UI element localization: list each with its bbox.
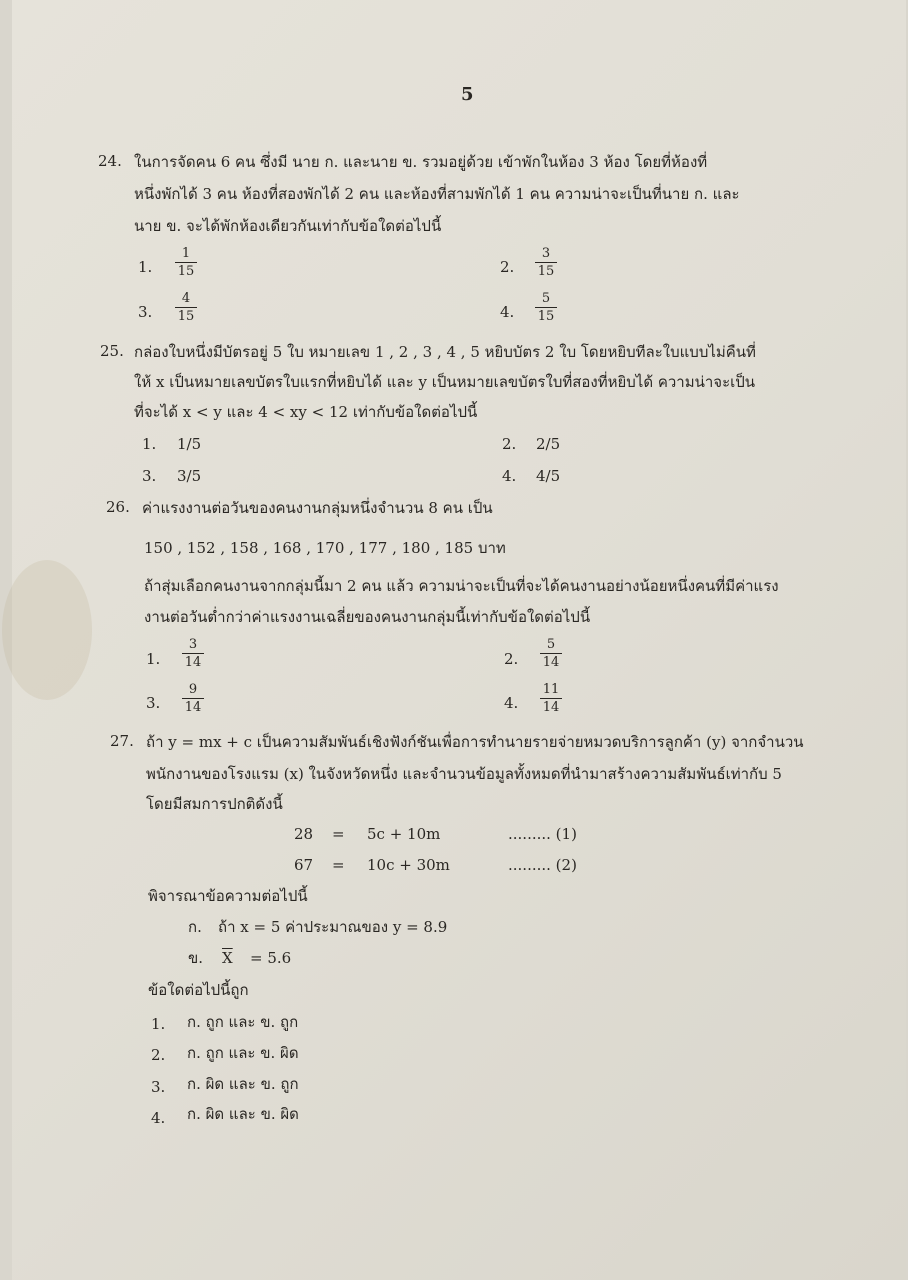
numerator: 3 — [541, 246, 551, 261]
q26-option-1-num: 1. — [146, 650, 161, 668]
numerator: 3 — [188, 637, 198, 652]
q25-option-2-num: 2. — [502, 435, 517, 453]
q24-option-1-num: 1. — [138, 258, 153, 276]
q27-statement-b-mean: $\overline{X}$ — [222, 949, 233, 967]
q24-option-3-num: 3. — [138, 303, 153, 321]
q26-number: 26. — [106, 498, 130, 516]
q27-number: 27. — [110, 732, 134, 750]
q25-line3: ที่จะได้ x < y และ 4 < xy < 12 เท่ากับข้อใดต่อไปนี้ — [134, 403, 478, 421]
page-number: 5 — [461, 84, 474, 105]
denominator: 14 — [184, 655, 202, 670]
q25-option-1-num: 1. — [142, 435, 157, 453]
q25-option-3-value: 3/5 — [177, 467, 202, 485]
q24-option-1-fraction — [173, 246, 199, 279]
q26-option-4-fraction — [538, 682, 564, 715]
q27-eq2-equals: = — [332, 856, 345, 874]
q26-option-2-num: 2. — [504, 650, 519, 668]
q24-line1: ในการจัดคน 6 คน ซึ่งมี นาย ก. และนาย ข. รวมอยู่ด้วย เข้าพักในห้อง 3 ห้อง โดยที่ห้องที่ — [134, 153, 708, 171]
denominator: 15 — [177, 264, 195, 279]
q26-line2: ถ้าสุ่มเลือกคนงานจากกลุ่มนี้มา 2 คน แล้ว ความน่าจะเป็นที่จะได้คนงานอย่างน้อยหนึ่งคนที่มีค่าแรง — [144, 577, 779, 595]
q24-number: 24. — [98, 152, 122, 170]
q25-option-2-value: 2/5 — [536, 435, 561, 453]
numerator: 4 — [181, 291, 191, 306]
numerator: 1 — [181, 246, 191, 261]
q27-option-1-text: ก. ถูก และ ข. ถูก — [187, 1013, 299, 1031]
q24-option-2-fraction — [533, 246, 559, 279]
q24-option-2-num: 2. — [500, 258, 515, 276]
q27-which: ข้อใดต่อไปนี้ถูก — [148, 981, 249, 999]
q27-eq1-tag: ......... (1) — [508, 825, 577, 843]
q26-option-2-fraction — [538, 637, 564, 670]
q27-option-4-text: ก. ผิด และ ข. ผิด — [187, 1105, 299, 1123]
q27-eq1-equals: = — [332, 825, 345, 843]
q27-option-1-num: 1. — [151, 1015, 166, 1033]
q25-line2: ให้ x เป็นหมายเลขบัตรใบแรกที่หยิบได้ และ y เป็นหมายเลขบัตรใบที่สองที่หยิบได้ ความน่าจะเป็น — [134, 373, 756, 391]
q27-eq1-lhs: 28 — [294, 825, 314, 843]
q25-number: 25. — [100, 342, 124, 360]
denominator: 15 — [177, 309, 195, 324]
q27-eq2-rhs: 10c + 30m — [367, 856, 450, 874]
q27-statement-a-label: ก. — [188, 918, 202, 936]
page-stain — [2, 560, 92, 700]
numerator: 9 — [188, 682, 198, 697]
q24-option-3-fraction — [173, 291, 199, 324]
q26-option-3-num: 3. — [146, 694, 161, 712]
q25-line1: กล่องใบหนึ่งมีบัตรอยู่ 5 ใบ หมายเลข 1 , 2 , 3 , 4 , 5 หยิบบัตร 2 ใบ โดยหยิบทีละใบแบบไม่คืนที่ — [134, 343, 756, 361]
denominator: 14 — [184, 700, 202, 715]
q26-line3: งานต่อวันต่ำกว่าค่าแรงงานเฉลี่ยของคนงานกลุ่มนี้เท่ากับข้อใดต่อไปนี้ — [144, 608, 591, 626]
denominator: 14 — [542, 700, 560, 715]
q27-eq2-tag: ......... (2) — [508, 856, 577, 874]
q27-line3: โดยมีสมการปกติดังนี้ — [146, 795, 283, 813]
q27-option-3-num: 3. — [151, 1078, 166, 1096]
q27-statement-b: = 5.6 — [250, 949, 292, 967]
q27-statement-a: ถ้า x = 5 ค่าประมาณของ y = 8.9 — [218, 918, 448, 936]
q25-option-3-num: 3. — [142, 467, 157, 485]
q26-option-3-fraction — [180, 682, 206, 715]
q24-option-4-fraction — [533, 291, 559, 324]
q26-line1: ค่าแรงงานต่อวันของคนงานกลุ่มหนึ่งจำนวน 8 คน เป็น — [142, 499, 493, 517]
q25-option-4-value: 4/5 — [536, 467, 561, 485]
denominator: 14 — [542, 655, 560, 670]
numerator: 5 — [546, 637, 556, 652]
q27-eq2-lhs: 67 — [294, 856, 314, 874]
q26-option-1-fraction — [180, 637, 206, 670]
q27-option-3-text: ก. ผิด และ ข. ถูก — [187, 1075, 299, 1093]
numerator: 5 — [541, 291, 551, 306]
q27-option-2-text: ก. ถูก และ ข. ผิด — [187, 1044, 299, 1062]
exam-page — [12, 0, 906, 1280]
denominator: 15 — [537, 264, 555, 279]
q24-option-4-num: 4. — [500, 303, 515, 321]
q26-option-4-num: 4. — [504, 694, 519, 712]
q27-option-2-num: 2. — [151, 1046, 166, 1064]
q24-line2: หนึ่งพักได้ 3 คน ห้องที่สองพักได้ 2 คน และห้องที่สามพักได้ 1 คน ความน่าจะเป็นที่นาย ก. และ — [134, 185, 740, 203]
q27-consider: พิจารณาข้อความต่อไปนี้ — [148, 887, 308, 905]
q26-data-line: 150 , 152 , 158 , 168 , 170 , 177 , 180 , 185 บาท — [144, 539, 506, 557]
q27-option-4-num: 4. — [151, 1109, 166, 1127]
q27-line2: พนักงานของโรงแรม (x) ในจังหวัดหนึ่ง และจำนวนข้อมูลทั้งหมดที่นำมาสร้างความสัมพันธ์เท่ากับ 5 — [146, 765, 782, 783]
q27-line1: ถ้า y = mx + c เป็นความสัมพันธ์เชิงฟังก์ชันเพื่อการทำนายรายจ่ายหมวดบริการลูกค้า (y) จากจำนวน — [146, 733, 804, 751]
q27-eq1-rhs: 5c + 10m — [367, 825, 441, 843]
q27-statement-b-label: ข. — [188, 949, 204, 967]
q25-option-1-value: 1/5 — [177, 435, 202, 453]
q24-line3: นาย ข. จะได้พักห้องเดียวกันเท่ากับข้อใดต่อไปนี้ — [134, 217, 442, 235]
numerator: 11 — [542, 682, 560, 697]
q25-option-4-num: 4. — [502, 467, 517, 485]
denominator: 15 — [537, 309, 555, 324]
